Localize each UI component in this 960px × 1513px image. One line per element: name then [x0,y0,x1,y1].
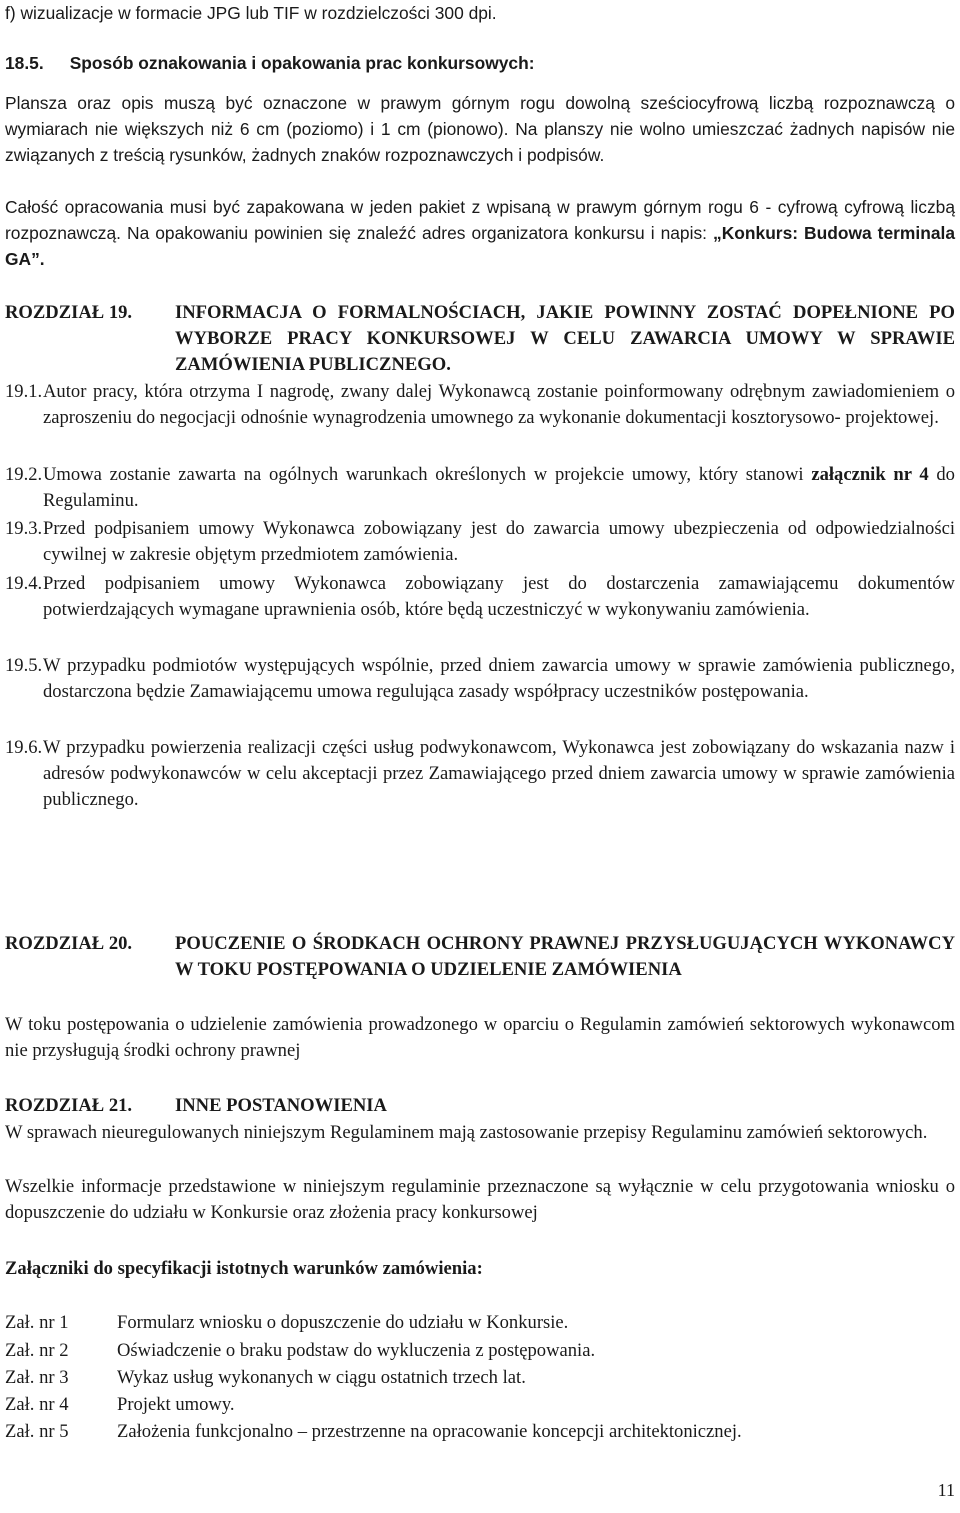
chapter-20-body: W toku postępowania o udzielenie zamówienia prowadzonego w oparciu o Regulamin zamówień sektorowych wykonawcom nie przysługują środki ochrony prawnej [5,1014,955,1061]
item-number: 19.4. [5,573,43,594]
attachment-text: Założenia funkcjonalno – przestrzenne na opracowanie koncepcji architektonicznej. [117,1421,742,1442]
chapter-21-paragraph-2: Wszelkie informacje przedstawione w niniejszym regulaminie przeznaczone są wyłącznie w celu przygotowania wniosku o dopuszczenie do udziału w Konkursie oraz złożenia pracy konkursowej [5,1176,955,1223]
item-text [43,462,955,514]
attachment-label: Zał. nr 2 [5,1340,69,1361]
paragraph-text: Całość opracowania musi być zapakowana w jeden pakiet z wpisaną w prawym górnym rogu 6 - cyfrową cyfrową liczbą rozpoznawczą. [5,197,955,243]
attachment-item [5,1419,955,1445]
attachment-item [5,1310,955,1336]
item-number: 19.6. [5,737,43,758]
section-18-5-paragraph-2 [5,194,955,272]
attachment-label: Zał. nr 1 [5,1312,69,1333]
attachment-label: Zał. nr 5 [5,1421,69,1442]
attachment-item [5,1338,955,1364]
item-number: 19.5. [5,655,43,676]
chapter-title: INNE POSTANOWIENIA [175,1095,387,1116]
list-item [5,379,955,431]
item-text: Przed podpisaniem umowy Wykonawca zobowiązany jest do zawarcia umowy ubezpieczenia od odpowiedzialności cywilnej w zakresie objętym przedmiotem zamówienia. [43,518,955,565]
intro-line: f) wizualizacje w formacie JPG lub TIF w rozdzielczości 300 dpi. [5,3,497,23]
paragraph-text: Na planszy nie wolno umieszczać żadnych napisów nie związanych z treścią rysunków, żadnych znaków rozpoznawczych i podpisów. [5,119,955,165]
chapter-label: ROZDZIAŁ 19. [5,302,133,323]
item-text: Autor pracy, która otrzyma I nagrodę, zwany dalej Wykonawcą zostanie poinformowany odrębnym zawiadomieniem o zaproszeniu do negocjacji odnośnie wynagrodzenia umownego za wykonanie dokumentacji kosztorysowo- projektowej. [43,381,955,428]
attachment-text: Oświadczenie o braku podstaw do wykluczenia z postępowania. [117,1340,596,1361]
attachment-item [5,1365,955,1391]
chapter-19-header [5,300,955,378]
item-text-part: do Regulaminu. [43,464,955,511]
attachment-item [5,1392,955,1418]
list-item [5,516,955,568]
list-item [5,571,955,623]
section-18-5-paragraph-1 [5,90,955,168]
item-text-part: Umowa zostanie zawarta na ogólnych warunkach określonych w projekcie umowy, który stanowi [43,464,812,485]
attachment-text: Wykaz usług wykonanych w ciągu ostatnich trzech lat. [117,1367,526,1388]
item-number: 19.1. [5,381,43,402]
attachment-text: Projekt umowy. [117,1394,235,1415]
chapter-title: POUCZENIE O ŚRODKACH OCHRONY PRAWNEJ PRZYSŁUGUJĄCYCH WYKONAWCY W TOKU POSTĘPOWANIA O UDZIELENIE ZAMÓWIENIA [175,933,955,980]
chapter-label: ROZDZIAŁ 20. [5,933,133,954]
section-18-5-heading [5,50,955,76]
item-number: 19.2. [5,464,43,485]
section-heading: Sposób oznakowania i opakowania prac konkursowych: [69,53,535,73]
chapter-21-paragraph-1: W sprawach nieuregulowanych niniejszym Regulaminem mają zastosowanie przepisy Regulaminu zamówień sektorowych. [5,1122,928,1143]
attachment-reference: załącznik nr 4 [811,464,929,485]
item-text: W przypadku powierzenia realizacji części usług podwykonawcom, Wykonawca jest zobowiązany do wskazania nazw i adresów podwykonawców w celu akceptacji przez Zamawiającego przed dniem zawarcia umowy w sprawie zamówienia publicznego. [43,737,955,810]
chapter-21-header [5,1093,955,1119]
item-text: Przed podpisaniem umowy Wykonawca zobowiązany jest do dostarczenia zamawiającemu dokumentów potwierdzających wymagane uprawnienia osób, które będą uczestniczyć w wykonywaniu zamówienia. [43,573,955,620]
contest-label: „Konkurs: Budowa terminala GA”. [5,223,956,269]
chapter-20-header [5,931,955,983]
attachment-label: Zał. nr 3 [5,1367,69,1388]
paragraph-text: Plansza oraz opis muszą być oznaczone w prawym górnym rogu dowolną sześciocyfrową liczbą rozpoznawczą o wymiarach nie większych niż 6 cm (poziomo) i 1 cm (pionowo). [5,93,955,139]
attachment-label: Zał. nr 4 [5,1394,69,1415]
page-number: 11 [937,1480,955,1500]
section-number: 18.5. [5,53,44,73]
chapter-label: ROZDZIAŁ 21. [5,1095,133,1116]
list-item [5,653,955,705]
chapter-title: INFORMACJA O FORMALNOŚCIACH, JAKIE POWINNY ZOSTAĆ DOPEŁNIONE PO WYBORZE PRACY KONKURSOWEJ W CELU ZAWARCIA UMOWY W SPRAWIE ZAMÓWIENIA PUBLICZNEGO. [175,302,955,375]
paragraph-text: Na opakowaniu powinien się znaleźć adres organizatora konkursu i napis: [127,223,707,243]
attachment-text: Formularz wniosku o dopuszczenie do udziału w Konkursie. [117,1312,569,1333]
list-item [5,462,955,514]
item-number: 19.3. [5,518,43,539]
list-item [5,735,955,813]
attachments-heading: Załączniki do specyfikacji istotnych warunków zamówienia: [5,1258,483,1279]
item-text: W przypadku podmiotów występujących wspólnie, przed dniem zawarcia umowy w sprawie zamówienia publicznego, dostarczona będzie Zamawiającemu umowa regulująca zasady współpracy uczestników postępowania. [43,655,955,702]
